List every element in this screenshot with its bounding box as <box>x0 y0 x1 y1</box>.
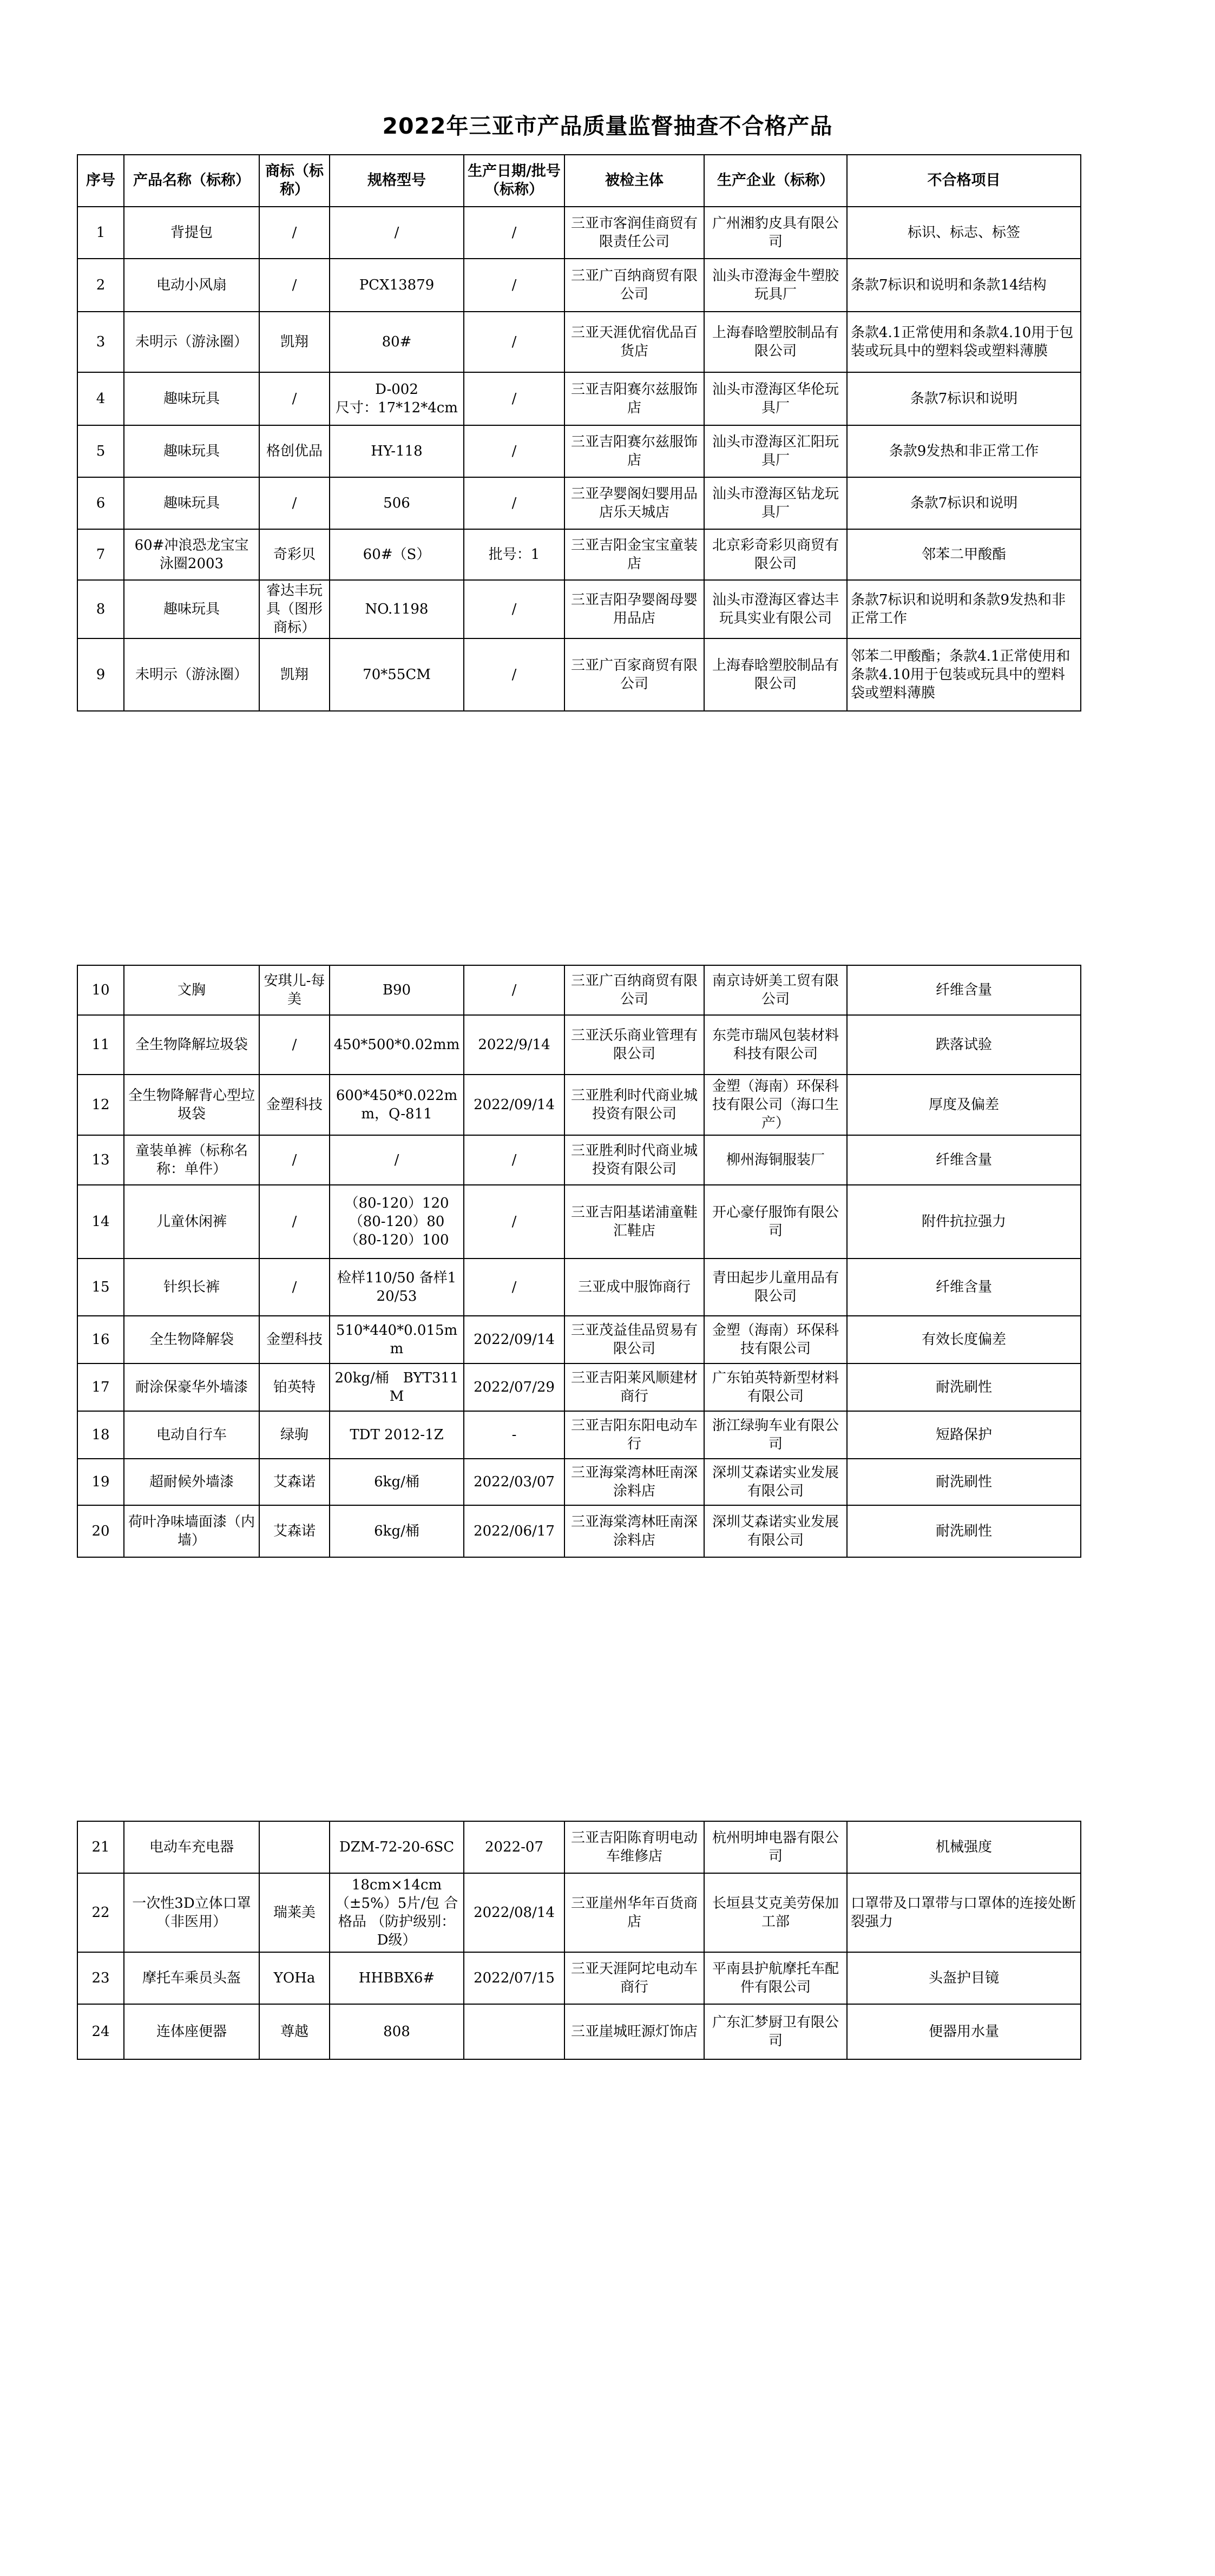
cell-product-name: 趣味玩具 <box>124 477 259 529</box>
cell-model: TDT 2012-1Z <box>330 1411 464 1459</box>
results-table-1 <box>77 154 1081 711</box>
cell-model: 20kg/桶 BYT311M <box>330 1363 464 1411</box>
header-cell: 产品名称（标称） <box>124 155 259 207</box>
cell-production-date: 批号：1 <box>464 529 564 580</box>
cell-model: （80-120）120 （80-120）80 （80-120）100 <box>330 1185 464 1259</box>
cell-inspected-entity: 三亚广百纳商贸有限公司 <box>564 259 704 312</box>
header-cell: 序号 <box>77 155 124 207</box>
cell-inspected-entity: 三亚胜利时代商业城投资有限公司 <box>564 1075 704 1135</box>
table-row <box>77 477 1081 529</box>
cell-product-name: 超耐候外墙漆 <box>124 1459 259 1505</box>
cell-failed-item: 邻苯二甲酸酯；条款4.1正常使用和条款4.10用于包装或玩具中的塑料袋或塑料薄膜 <box>847 638 1081 711</box>
cell-production-date: / <box>464 372 564 425</box>
table-row <box>77 1363 1081 1411</box>
cell-brand: 瑞莱美 <box>259 1873 330 1952</box>
cell-failed-item: 纤维含量 <box>847 1135 1081 1185</box>
cell-product-name: 未明示（游泳圈） <box>124 312 259 372</box>
cell-no: 13 <box>77 1135 124 1185</box>
cell-model: 450*500*0.02mm <box>330 1015 464 1075</box>
cell-no: 15 <box>77 1259 124 1316</box>
cell-brand: 绿驹 <box>259 1411 330 1459</box>
cell-production-date: 2022/9/14 <box>464 1015 564 1075</box>
cell-inspected-entity: 三亚吉阳金宝宝童装店 <box>564 529 704 580</box>
cell-model: 6kg/桶 <box>330 1505 464 1557</box>
cell-inspected-entity: 三亚吉阳陈育明电动车维修店 <box>564 1821 704 1873</box>
cell-inspected-entity: 三亚吉阳赛尔兹服饰店 <box>564 425 704 477</box>
table-row <box>77 580 1081 638</box>
cell-model: 510*440*0.015mm <box>330 1316 464 1363</box>
header-cell: 商标（标称） <box>259 155 330 207</box>
cell-failed-item: 机械强度 <box>847 1821 1081 1873</box>
cell-production-date: 2022/07/15 <box>464 1952 564 2004</box>
cell-product-name: 未明示（游泳圈） <box>124 638 259 711</box>
cell-production-date: 2022/08/14 <box>464 1873 564 1952</box>
cell-brand: 铂英特 <box>259 1363 330 1411</box>
cell-failed-item: 条款7标识和说明和条款14结构 <box>847 259 1081 312</box>
table-row <box>77 1135 1081 1185</box>
cell-inspected-entity: 三亚海棠湾林旺南深涂料店 <box>564 1505 704 1557</box>
cell-no: 4 <box>77 372 124 425</box>
cell-product-name: 背提包 <box>124 207 259 259</box>
cell-no: 20 <box>77 1505 124 1557</box>
table-row <box>77 1459 1081 1505</box>
cell-model: PCX13879 <box>330 259 464 312</box>
cell-no: 23 <box>77 1952 124 2004</box>
cell-manufacturer: 南京诗妍美工贸有限公司 <box>704 965 847 1015</box>
cell-manufacturer: 汕头市澄海区华伦玩具厂 <box>704 372 847 425</box>
cell-brand: 艾森诺 <box>259 1505 330 1557</box>
cell-manufacturer: 青田起步儿童用品有限公司 <box>704 1259 847 1316</box>
cell-failed-item: 条款4.1正常使用和条款4.10用于包装或玩具中的塑料袋或塑料薄膜 <box>847 312 1081 372</box>
cell-inspected-entity: 三亚吉阳基诺浦童鞋汇鞋店 <box>564 1185 704 1259</box>
table-row <box>77 425 1081 477</box>
cell-brand: 金塑科技 <box>259 1316 330 1363</box>
cell-inspected-entity: 三亚孕婴阁妇婴用品店乐天城店 <box>564 477 704 529</box>
cell-inspected-entity: 三亚市客润佳商贸有限责任公司 <box>564 207 704 259</box>
cell-brand: 金塑科技 <box>259 1075 330 1135</box>
header-cell: 生产日期/批号（标称） <box>464 155 564 207</box>
cell-failed-item: 条款7标识和说明 <box>847 477 1081 529</box>
page-title: 2022年三亚市产品质量监督抽查不合格产品 <box>382 113 833 139</box>
cell-manufacturer: 上海春晗塑胶制品有限公司 <box>704 312 847 372</box>
cell-inspected-entity: 三亚吉阳东阳电动车行 <box>564 1411 704 1459</box>
cell-brand: 凯翔 <box>259 638 330 711</box>
cell-product-name: 电动车充电器 <box>124 1821 259 1873</box>
table-row <box>77 638 1081 711</box>
cell-model: DZM-72-20-6SC <box>330 1821 464 1873</box>
cell-product-name: 电动自行车 <box>124 1411 259 1459</box>
cell-manufacturer: 北京彩奇彩贝商贸有限公司 <box>704 529 847 580</box>
cell-failed-item: 头盔护目镜 <box>847 1952 1081 2004</box>
cell-model: B90 <box>330 965 464 1015</box>
cell-inspected-entity: 三亚吉阳赛尔兹服饰店 <box>564 372 704 425</box>
table-row <box>77 965 1081 1015</box>
cell-inspected-entity: 三亚茂益佳品贸易有限公司 <box>564 1316 704 1363</box>
cell-inspected-entity: 三亚沃乐商业管理有限公司 <box>564 1015 704 1075</box>
cell-brand: 艾森诺 <box>259 1459 330 1505</box>
cell-production-date <box>464 2004 564 2059</box>
cell-product-name: 趣味玩具 <box>124 580 259 638</box>
cell-manufacturer: 汕头市澄海区睿达丰玩具实业有限公司 <box>704 580 847 638</box>
cell-manufacturer: 柳州海铜服装厂 <box>704 1135 847 1185</box>
cell-model: 600*450*0.022mm，Q-811 <box>330 1075 464 1135</box>
cell-product-name: 60#冲浪恐龙宝宝泳圈2003 <box>124 529 259 580</box>
cell-product-name: 全生物降解背心型垃圾袋 <box>124 1075 259 1135</box>
results-table-2 <box>77 965 1081 1558</box>
cell-inspected-entity: 三亚成中服饰商行 <box>564 1259 704 1316</box>
cell-no: 16 <box>77 1316 124 1363</box>
cell-model: / <box>330 1135 464 1185</box>
cell-model: 80# <box>330 312 464 372</box>
cell-brand: 睿达丰玩具（图形商标） <box>259 580 330 638</box>
cell-manufacturer: 深圳艾森诺实业发展有限公司 <box>704 1459 847 1505</box>
cell-inspected-entity: 三亚吉阳莱风顺建材商行 <box>564 1363 704 1411</box>
header-cell: 生产企业（标称） <box>704 155 847 207</box>
cell-brand: YOHa <box>259 1952 330 2004</box>
table-row <box>77 1411 1081 1459</box>
cell-failed-item: 标识、标志、标签 <box>847 207 1081 259</box>
cell-no: 11 <box>77 1015 124 1075</box>
cell-manufacturer: 汕头市澄海区汇阳玩具厂 <box>704 425 847 477</box>
cell-production-date: 2022/09/14 <box>464 1316 564 1363</box>
cell-brand: 凯翔 <box>259 312 330 372</box>
cell-manufacturer: 汕头市澄海区钻龙玩具厂 <box>704 477 847 529</box>
cell-product-name: 针织长裤 <box>124 1259 259 1316</box>
cell-manufacturer: 汕头市澄海金牛塑胶玩具厂 <box>704 259 847 312</box>
cell-product-name: 连体座便器 <box>124 2004 259 2059</box>
cell-model: 6kg/桶 <box>330 1459 464 1505</box>
cell-manufacturer: 长垣县艾克美劳保加工部 <box>704 1873 847 1952</box>
results-table-3 <box>77 1821 1081 2060</box>
cell-production-date: / <box>464 580 564 638</box>
cell-no: 5 <box>77 425 124 477</box>
cell-brand: / <box>259 259 330 312</box>
cell-production-date: / <box>464 638 564 711</box>
cell-manufacturer: 东莞市瑞风包装材料科技有限公司 <box>704 1015 847 1075</box>
cell-inspected-entity: 三亚胜利时代商业城投资有限公司 <box>564 1135 704 1185</box>
cell-product-name: 儿童休闲裤 <box>124 1185 259 1259</box>
cell-no: 19 <box>77 1459 124 1505</box>
cell-failed-item: 有效长度偏差 <box>847 1316 1081 1363</box>
cell-manufacturer: 广州湘豹皮具有限公司 <box>704 207 847 259</box>
header-cell: 不合格项目 <box>847 155 1081 207</box>
cell-production-date: / <box>464 965 564 1015</box>
table-row <box>77 1015 1081 1075</box>
cell-production-date: / <box>464 259 564 312</box>
cell-brand: / <box>259 372 330 425</box>
table-row <box>77 1185 1081 1259</box>
cell-brand: / <box>259 1135 330 1185</box>
cell-model: D-002 尺寸：17*12*4cm <box>330 372 464 425</box>
cell-model: 60#（S） <box>330 529 464 580</box>
cell-no: 22 <box>77 1873 124 1952</box>
cell-inspected-entity: 三亚广百纳商贸有限公司 <box>564 965 704 1015</box>
cell-no: 24 <box>77 2004 124 2059</box>
cell-failed-item: 纤维含量 <box>847 965 1081 1015</box>
cell-no: 2 <box>77 259 124 312</box>
cell-no: 3 <box>77 312 124 372</box>
cell-no: 6 <box>77 477 124 529</box>
cell-manufacturer: 浙江绿驹车业有限公司 <box>704 1411 847 1459</box>
cell-model: HY-118 <box>330 425 464 477</box>
cell-brand: / <box>259 1185 330 1259</box>
cell-production-date: / <box>464 1135 564 1185</box>
table-row <box>77 1821 1081 1873</box>
table-row <box>77 1075 1081 1135</box>
header-cell: 规格型号 <box>330 155 464 207</box>
cell-brand: 安琪儿-每美 <box>259 965 330 1015</box>
cell-production-date: / <box>464 477 564 529</box>
cell-failed-item: 口罩带及口罩带与口罩体的连接处断裂强力 <box>847 1873 1081 1952</box>
cell-failed-item: 耐洗刷性 <box>847 1505 1081 1557</box>
cell-no: 14 <box>77 1185 124 1259</box>
table-row <box>77 1952 1081 2004</box>
cell-product-name: 趣味玩具 <box>124 425 259 477</box>
table-row <box>77 2004 1081 2059</box>
table-row <box>77 1873 1081 1952</box>
cell-failed-item: 纤维含量 <box>847 1259 1081 1316</box>
cell-manufacturer: 开心豪仔服饰有限公司 <box>704 1185 847 1259</box>
cell-failed-item: 短路保护 <box>847 1411 1081 1459</box>
cell-brand: / <box>259 1259 330 1316</box>
cell-product-name: 全生物降解袋 <box>124 1316 259 1363</box>
cell-failed-item: 邻苯二甲酸酯 <box>847 529 1081 580</box>
cell-production-date: - <box>464 1411 564 1459</box>
cell-failed-item: 条款9发热和非正常工作 <box>847 425 1081 477</box>
cell-production-date: / <box>464 312 564 372</box>
cell-brand: / <box>259 207 330 259</box>
cell-production-date: / <box>464 207 564 259</box>
table-row <box>77 529 1081 580</box>
cell-no: 1 <box>77 207 124 259</box>
cell-inspected-entity: 三亚广百家商贸有限公司 <box>564 638 704 711</box>
table-row <box>77 1316 1081 1363</box>
cell-manufacturer: 金塑（海南）环保科技有限公司 <box>704 1316 847 1363</box>
cell-no: 7 <box>77 529 124 580</box>
cell-no: 12 <box>77 1075 124 1135</box>
cell-manufacturer: 杭州明坤电器有限公司 <box>704 1821 847 1873</box>
cell-no: 17 <box>77 1363 124 1411</box>
cell-product-name: 趣味玩具 <box>124 372 259 425</box>
cell-product-name: 全生物降解垃圾袋 <box>124 1015 259 1075</box>
cell-failed-item: 便器用水量 <box>847 2004 1081 2059</box>
table-row <box>77 372 1081 425</box>
cell-manufacturer: 深圳艾森诺实业发展有限公司 <box>704 1505 847 1557</box>
cell-production-date: / <box>464 425 564 477</box>
cell-production-date: 2022/06/17 <box>464 1505 564 1557</box>
cell-production-date: 2022/09/14 <box>464 1075 564 1135</box>
cell-brand: 格创优品 <box>259 425 330 477</box>
cell-model: 检样110/50 备样120/53 <box>330 1259 464 1316</box>
cell-product-name: 文胸 <box>124 965 259 1015</box>
cell-manufacturer: 广东铂英特新型材料有限公司 <box>704 1363 847 1411</box>
cell-model: 18cm×14cm（±5%）5片/包 合格品 （防护级别：D级） <box>330 1873 464 1952</box>
cell-product-name: 童装单裤（标称名称：单件） <box>124 1135 259 1185</box>
cell-inspected-entity: 三亚吉阳孕婴阁母婴用品店 <box>564 580 704 638</box>
cell-brand: 尊越 <box>259 2004 330 2059</box>
cell-failed-item: 跌落试验 <box>847 1015 1081 1075</box>
cell-product-name: 一次性3D立体口罩（非医用） <box>124 1873 259 1952</box>
cell-manufacturer: 金塑（海南）环保科技有限公司（海口生产） <box>704 1075 847 1135</box>
cell-model: 70*55CM <box>330 638 464 711</box>
cell-manufacturer: 平南县护航摩托车配件有限公司 <box>704 1952 847 2004</box>
cell-brand: / <box>259 477 330 529</box>
header-row <box>77 155 1081 207</box>
cell-no: 10 <box>77 965 124 1015</box>
cell-model: HHBBX6# <box>330 1952 464 2004</box>
cell-model: 808 <box>330 2004 464 2059</box>
table-row <box>77 1505 1081 1557</box>
table-row <box>77 312 1081 372</box>
cell-product-name: 荷叶净味墙面漆（内墙） <box>124 1505 259 1557</box>
cell-manufacturer: 上海春晗塑胶制品有限公司 <box>704 638 847 711</box>
table-row <box>77 207 1081 259</box>
cell-brand <box>259 1821 330 1873</box>
cell-inspected-entity: 三亚崖城旺源灯饰店 <box>564 2004 704 2059</box>
cell-no: 21 <box>77 1821 124 1873</box>
cell-failed-item: 条款7标识和说明和条款9发热和非正常工作 <box>847 580 1081 638</box>
cell-failed-item: 条款7标识和说明 <box>847 372 1081 425</box>
cell-production-date: 2022-07 <box>464 1821 564 1873</box>
cell-production-date: / <box>464 1259 564 1316</box>
cell-brand: / <box>259 1015 330 1075</box>
cell-product-name: 耐涂保豪华外墙漆 <box>124 1363 259 1411</box>
cell-production-date: / <box>464 1185 564 1259</box>
cell-brand: 奇彩贝 <box>259 529 330 580</box>
cell-inspected-entity: 三亚海棠湾林旺南深涂料店 <box>564 1459 704 1505</box>
table-row <box>77 259 1081 312</box>
header-cell: 被检主体 <box>564 155 704 207</box>
cell-product-name: 电动小风扇 <box>124 259 259 312</box>
cell-no: 9 <box>77 638 124 711</box>
cell-production-date: 2022/03/07 <box>464 1459 564 1505</box>
cell-model: / <box>330 207 464 259</box>
cell-failed-item: 耐洗刷性 <box>847 1363 1081 1411</box>
cell-production-date: 2022/07/29 <box>464 1363 564 1411</box>
cell-failed-item: 附件抗拉强力 <box>847 1185 1081 1259</box>
cell-product-name: 摩托车乘员头盔 <box>124 1952 259 2004</box>
cell-inspected-entity: 三亚天涯优宿优品百货店 <box>564 312 704 372</box>
cell-inspected-entity: 三亚天涯阿坨电动车商行 <box>564 1952 704 2004</box>
table-row <box>77 1259 1081 1316</box>
cell-manufacturer: 广东汇梦厨卫有限公司 <box>704 2004 847 2059</box>
cell-no: 18 <box>77 1411 124 1459</box>
cell-model: 506 <box>330 477 464 529</box>
cell-model: NO.1198 <box>330 580 464 638</box>
cell-failed-item: 厚度及偏差 <box>847 1075 1081 1135</box>
cell-failed-item: 耐洗刷性 <box>847 1459 1081 1505</box>
cell-inspected-entity: 三亚崖州华年百货商店 <box>564 1873 704 1952</box>
cell-no: 8 <box>77 580 124 638</box>
